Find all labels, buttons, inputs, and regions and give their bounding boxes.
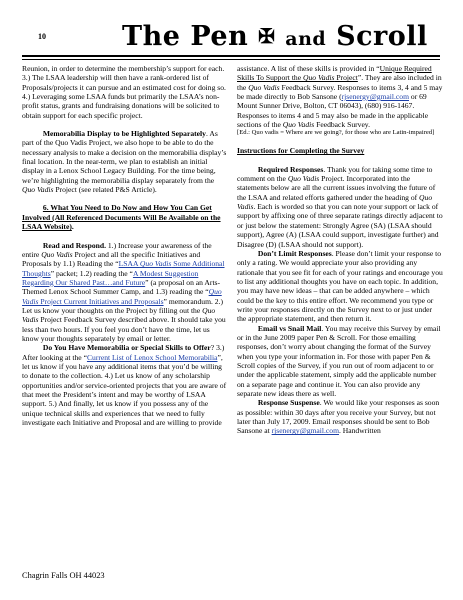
link-memorabilia-list[interactable]: Current List of Lenox School Memorabilia xyxy=(86,352,218,362)
read-respond-heading: Read and Respond. xyxy=(42,240,106,250)
right-paragraph-1: assistance. A list of these skills is provided in “Unique Required Skills To Support the Quo Vadis Project”. They are also included in the Quo Vadis Feedback Survey. Responses to items 3, 4 and 5 may be made directly to Bob Sansone (rjsenergy@gmail.com or 69 Mount Sunner Drive, Bolton, CT 06043), (680) 916-1467. Responses to items 4 and 5 may also be made in the applicable sections of the Quo Vadis Feedback Survey. xyxy=(237,64,443,130)
cross-icon: ✠ xyxy=(258,24,276,48)
email-link-2[interactable]: rjsenergy@gmail.com xyxy=(271,426,339,436)
page-header xyxy=(22,18,442,58)
header-rule-thin xyxy=(22,59,440,60)
required-responses-heading: Required Responses xyxy=(257,164,324,174)
link-modest-suggestion[interactable]: A Modest Suggestion Regarding Our Shared Past…and Future xyxy=(22,268,199,287)
email-link-1[interactable]: rjsenergy@gmail.com xyxy=(341,92,409,102)
memorabilia-skills-paragraph: Do You Have Memorabilia or Special Skills to Offer? 3.) After looking at the “Current List of Lenox School Memorabilia”, let us know if you have any additional items that you’d be willing to donate to the collection. 4.) Let us know of any scholarship opportunities and/or service-oriented projects that you are aware of that meet the President’s intent and may be worthy of LSAA support. 5.) And finally, let us know if you possess any of the unique technical skills and experiences that we need to fully investigate each Initiative and Proposal and are willing to provide xyxy=(22,343,227,428)
page-number: 10 xyxy=(38,32,46,41)
link-unique-skills[interactable]: Unique Required Skills To Support the Quo Vadis Project xyxy=(237,64,432,83)
memorabilia-paragraph: Memorabilia Display to be Highlighted Separately. As part of the Quo Vadis Project, we also hope to be able to do the necessary analysis to make a decision on the memorabilia display’s final location. In the near-term, we plan to establish an initial display in a Lenox School Legacy Building. For the time being, we’re highlighting the memorabilia display separately from the Quo Vadis Project (see related P&S Article). xyxy=(22,129,227,195)
memorabilia-heading: Memorabilia Display to be Highlighted Separately xyxy=(42,129,206,139)
editor-note: [Ed.: Quo vadis = Where are we going?, for those who are Latin-impaired] xyxy=(237,129,435,137)
read-respond-paragraph: Read and Respond. 1.) Increase your awareness of the entire Quo Vadis Project and all the specific Initiatives and Proposals by 1.1) Reading the “LSAA Quo Vadis Some Additional Thoughts” packet; 1.2) reading the “A Modest Suggestion Regarding Our Shared Past…and Future” (a proposal on an Arts-Themed Lenox School Summer Camp, and 1.3) reading the “Quo Vadis Project Current Initiatives and Proposals” memorandum. 2.) Let us know your thoughts on the Project by filling out the Quo Vadis Project Feedback Survey described above. It should take you less than two hours. If you feel you don’t have the time, let us know your thoughts separately by email or letter. xyxy=(22,240,226,343)
masthead-and: and xyxy=(285,28,327,50)
header-rule-thick xyxy=(22,55,440,57)
required-responses-paragraph: Required Responses. Thank you for taking some time to comment on the Quo Vadis Project. Incorporated into the statements below are all the current issues involving the future of the LSAA and related efforts gathered under the heading of Quo Vadis. Each is worded so that you can note your support or lack of support by affixing one of three separate ratings directly adjacent to or just below the statement: Strongly Agree (SA) (LSAA should support), Agree (A) (LSAA could support, investigate further) and Disagree (D) (LSAA should not support). xyxy=(237,164,443,249)
response-suspense-heading: Response Suspense xyxy=(257,398,320,408)
instructions-heading: Instructions for Completing the Survey xyxy=(237,146,365,156)
link-additional-thoughts[interactable]: LSAA Quo Vadis Some Additional Thoughts xyxy=(22,259,225,278)
left-paragraph-1: Reunion, in order to determine the membership’s support for each. 3.) The LSAA leadership will then have a rank-ordered list of Proposals/projects it can pursue and an estimated cost for doing so. 4.) Leveraging some LSAA funds but primarily the LSAA’s non-profit status, grants and fundraising donations will be solicited to obtain support for each specific project. xyxy=(22,64,226,120)
email-vs-snail-paragraph: Email vs Snail Mail. You may receive this Survey by email or in the June 2009 paper Pen & Scroll. For those emailing responses, don’t worry about changing the format of the Survey when you type your information in. For those with paper Pen & Scroll copies of the Survey, if you run out of room adjacent to or under the applicable statement, simply add the applicable number on a separate page and continue it. You can also provide any separate new ideas there as well. xyxy=(237,323,441,398)
memorabilia-skills-heading: Do You Have Memorabilia or Special Skills to Offer xyxy=(42,343,211,353)
dont-limit-heading: Don’t Limit Responses xyxy=(257,248,332,258)
right-column xyxy=(237,64,443,436)
response-suspense-paragraph: Response Suspense. We would like your responses as soon as possible: within 30 days after you receive your Survey, but not later than July 17, 2009. Email responses should be sent to Bob Sansone at rjsenergy@gmail.com. Handwritten xyxy=(237,398,440,436)
masthead-the: The xyxy=(122,21,181,52)
masthead-scroll: Scroll xyxy=(336,21,428,52)
masthead-title xyxy=(122,18,428,57)
left-column xyxy=(22,64,228,427)
link-current-initiatives[interactable]: Quo Vadis Project Current Initiatives and Proposals xyxy=(22,287,222,306)
email-vs-snail-heading: Email vs Snail Mail xyxy=(257,323,322,333)
footer-location: Chagrin Falls OH 44023 xyxy=(22,571,105,580)
dont-limit-paragraph: Don’t Limit Responses. Please don’t limit your response to only a rating. We would appreciate your also providing any rationale that you see fit for each of your ratings and encourage you to list any additional thoughts you have on each topic. In addition, you may have new ideas – that can be added anywhere – which could be the key to this entire effort. We recommend you type or write your responses directly on the Survey next to or just under the appropriate statement, and then return it. xyxy=(237,248,443,324)
section-6-heading: 6. What You Need to Do Now and How You Can Get Involved (All Referenced Documents Will Be Available on the LSAA Website). xyxy=(22,203,221,232)
masthead-pen: Pen xyxy=(190,21,249,52)
